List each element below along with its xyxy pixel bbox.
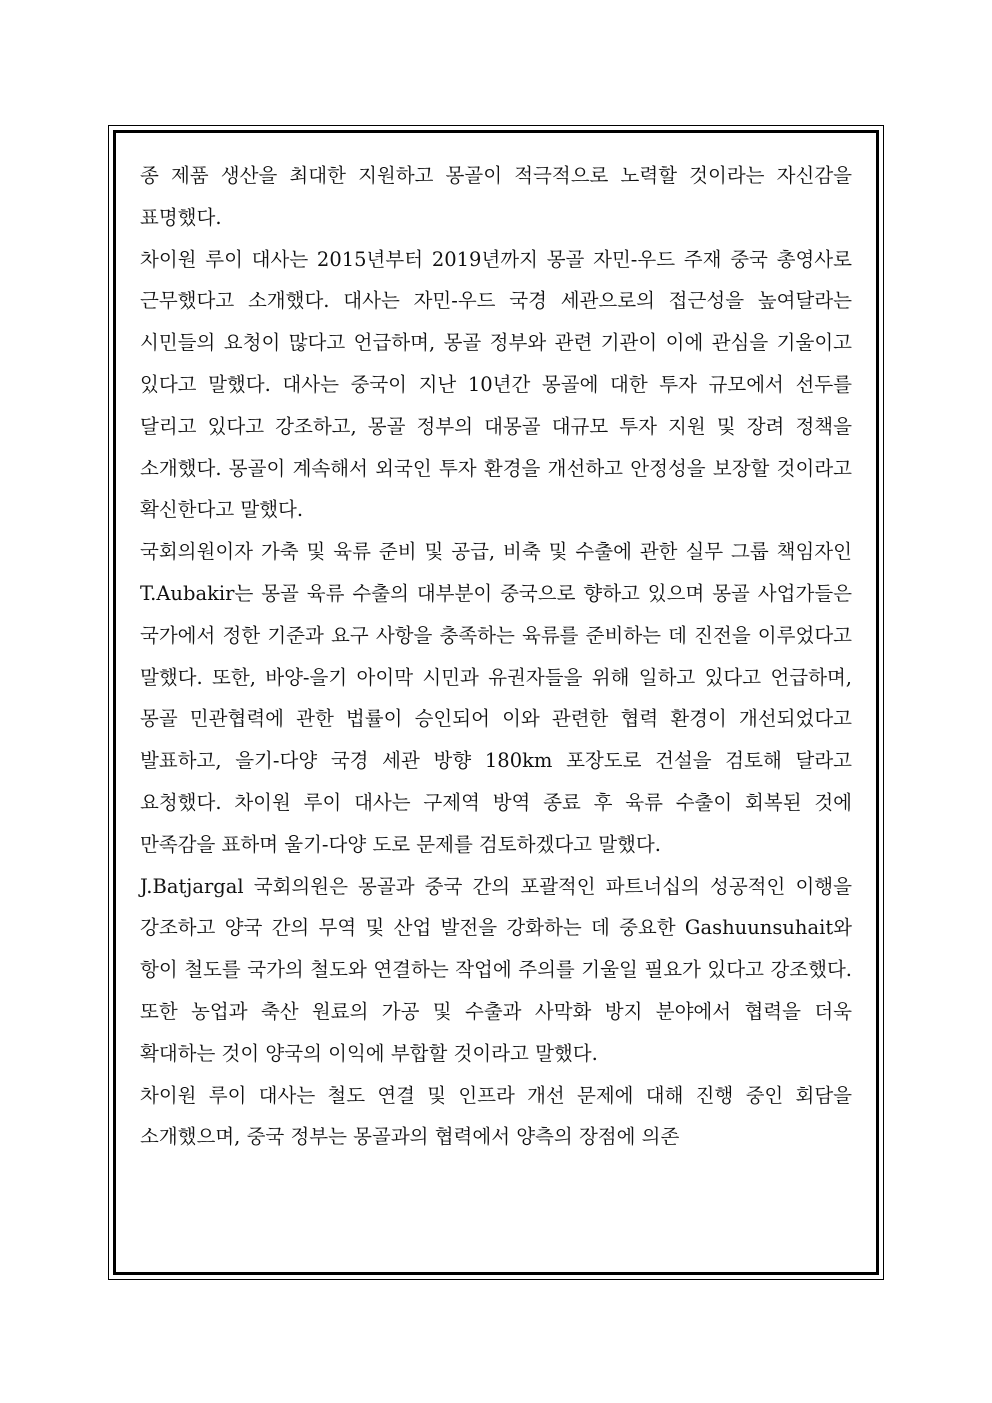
paragraph: J.Batjargal 국회의원은 몽골과 중국 간의 포괄적인 파트너십의 성공적인 이행을 강조하고 양국 간의 무역 및 산업 발전을 강화하는 데 중요한 Gashuunsuhait와 항이 철도를 국가의 철도와 연결하는 작업에 주의를 기울일 필요가 있다고 강조했다. 또한 농업과 축산 원료의 가공 및 수출과 사막화 방지 분야에서 협력을 더욱 확대하는 것이 양국의 이익에 부합할 것이라고 말했다. (140, 874, 852, 1065)
paragraph: 국회의원이자 가축 및 육류 준비 및 공급, 비축 및 수출에 관한 실무 그룹 책임자인 T.Aubakir는 몽골 육류 수출의 대부분이 중국으로 향하고 있으며 몽골 사업가들은 국가에서 정한 기준과 요구 사항을 충족하는 육류를 준비하는 데 진전을 이루었다고 말했다. 또한, 바양-을기 아이막 시민과 유권자들을 위해 일하고 있다고 언급하며, 몽골 민관협력에 관한 법률이 승인되어 이와 관련한 협력 환경이 개선되었다고 발표하고, 을기-다양 국경 세관 방향 180km 포장도로 건설을 검토해 달라고 요청했다. 차이원 루이 대사는 구제역 방역 종료 후 육류 수출이 회복된 것에 만족감을 표하며 울기-다양 도로 문제를 검토하겠다고 말했다. (140, 540, 852, 856)
paragraph: 차이원 루이 대사는 2015년부터 2019년까지 몽골 자민-우드 주재 중국 총영사로 근무했다고 소개했다. 대사는 자민-우드 국경 세관으로의 접근성을 높여달라는 시민들의 요청이 많다고 언급하며, 몽골 정부와 관련 기관이 이에 관심을 기울이고 있다고 말했다. 대사는 중국이 지난 10년간 몽골에 대한 투자 규모에서 선두를 달리고 있다고 강조하고, 몽골 정부의 대몽골 대규모 투자 지원 및 장려 정책을 소개했다. 몽골이 계속해서 외국인 투자 환경을 개선하고 안정성을 보장할 것이라고 확신한다고 말했다. (140, 247, 852, 522)
document-body (140, 155, 852, 1158)
paragraph: 종 제품 생산을 최대한 지원하고 몽골이 적극적으로 노력할 것이라는 자신감을 표명했다. (140, 164, 852, 229)
paragraph: 차이원 루이 대사는 철도 연결 및 인프라 개선 문제에 대해 진행 중인 회담을 소개했으며, 중국 정부는 몽골과의 협력에서 양측의 장점에 의존 (140, 1083, 852, 1149)
